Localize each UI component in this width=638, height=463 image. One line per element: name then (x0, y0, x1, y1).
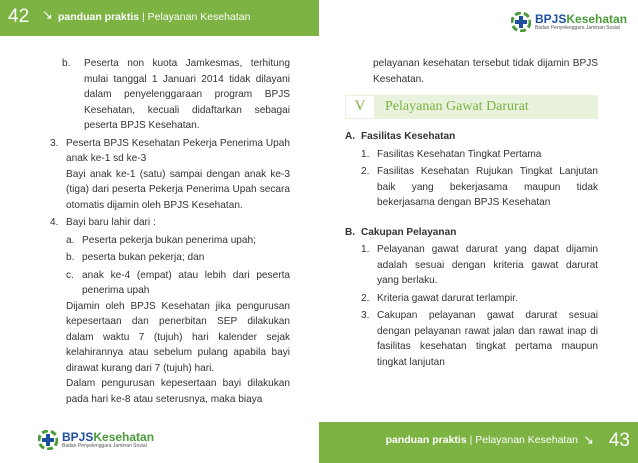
list-number: 1. (361, 244, 370, 255)
list-text: Pelayanan gawat darurat yang dapat dijamin adalah sesuai dengan kriteria gawat darurat yang berlaku. (377, 244, 598, 286)
logo-brand (62, 431, 154, 443)
footer-bold-text: panduan praktis (385, 434, 467, 446)
list-text: Peserta pekerja bukan penerima upah; (82, 234, 256, 246)
page-header (0, 0, 319, 36)
logo-tagline: Badan Penyelenggara Jaminan Sosial (62, 443, 147, 449)
page-number-right: 43 (608, 430, 630, 451)
list-number: b. (62, 58, 71, 69)
list-number: B. (345, 226, 356, 238)
sub-item-a (50, 233, 290, 249)
bpjs-logo-top (511, 12, 627, 32)
header-section: Pelayanan Kesehatan (147, 11, 251, 23)
page-footer (319, 422, 638, 463)
paragraph-pengurusan: Dalam pengurusan kepesertaan bayi dilakukan pada hari ke-8 atau seterusnya, maka biaya (66, 378, 290, 405)
list-item-a2 (345, 164, 598, 211)
list-number: 4. (50, 217, 59, 228)
footer-separator: | (466, 434, 476, 446)
list-number: 2. (361, 166, 370, 177)
paragraph-item3: Bayi anak ke-1 (satu) sampai dengan anak ke-3 (tiga) dari peserta Pekerja Penerima Upah secara otomatis dijamin oleh BPJS Kesehatan. (66, 168, 290, 211)
heading-text: Fasilitas Kesehatan (361, 131, 456, 142)
list-item-b2 (345, 291, 598, 307)
list-text: Cakupan pelayanan gawat darurat sesuai dengan pelayanan rawat jalan dan rawat inap di fasilitas kesehatan tingkat pertama maupun tingkat lanjutan (377, 310, 598, 368)
list-text: Fasilitas Kesehatan Rujukan Tingkat Lanjutan baik yang bekerjasama maupun tidak bekerjasama dengan BPJS Kesehatan (377, 166, 598, 208)
logo-brand-b: Kesehatan (93, 430, 155, 444)
list-item-b3 (345, 308, 598, 370)
right-column (345, 56, 598, 370)
bpjs-logo-icon (38, 430, 58, 450)
list-number: c. (66, 269, 74, 281)
logo-brand (535, 13, 627, 25)
list-item-4 (50, 215, 290, 231)
subsection-a-heading (345, 129, 598, 145)
list-item-3 (50, 136, 290, 167)
list-text: Bayi baru lahir dari : (66, 217, 156, 228)
list-number: 1. (361, 148, 370, 160)
list-item-b (50, 56, 290, 134)
logo-tagline: Badan Penyelenggara Jaminan Sosial (535, 25, 620, 31)
page-number-left: 42 (8, 6, 30, 27)
arrow-icon: ↘ (583, 433, 594, 448)
section-title: Pelayanan Gawat Darurat (385, 99, 529, 115)
logo-brand-a: BPJS (62, 430, 94, 444)
header-title (58, 11, 250, 23)
list-number: 3. (50, 137, 59, 149)
list-number: A. (345, 131, 356, 142)
list-text: Fasilitas Kesehatan Tingkat Pertama (377, 148, 542, 160)
list-text: anak ke-4 (empat) atau lebih dari peserta penerima upah (82, 269, 290, 296)
paragraph-continued: pelayanan kesehatan tersebut tidak dijamin BPJS Kesehatan. (373, 58, 598, 85)
logo-brand-a: BPJS (535, 12, 567, 26)
list-number: 2. (361, 292, 370, 304)
list-number: a. (66, 234, 75, 246)
bpjs-logo-icon (511, 12, 531, 32)
bpjs-logo-bottom (38, 430, 154, 450)
subsection-b-heading (345, 225, 598, 241)
list-text: Peserta BPJS Kesehatan Pekerja Penerima Upah anak ke-1 sd ke-3 (66, 137, 290, 164)
arrow-icon: ↘ (42, 8, 53, 23)
header-separator: | (139, 11, 148, 23)
header-bold-text: panduan praktis (58, 11, 140, 23)
list-number: 3. (361, 310, 370, 321)
list-text: Peserta non kuota Jamkesmas, terhitung mulai tanggal 1 Januari 2014 tidak dilayani dalam penyelenggaraan program BPJS Kesehatan, kecuali didaftarkan sebagai peserta BPJS Kesehatan. (84, 58, 290, 131)
logo-brand-b: Kesehatan (566, 12, 628, 26)
footer-title (386, 434, 578, 446)
list-number: b. (66, 252, 75, 263)
list-text: Kriteria gawat darurat terlampir. (377, 292, 518, 304)
list-item-a1 (345, 147, 598, 163)
left-column (50, 56, 290, 407)
footer-section: Pelayanan Kesehatan (475, 434, 578, 446)
list-text: peserta bukan pekerja; dan (82, 252, 205, 263)
sub-item-c (50, 268, 290, 299)
section-number: V (345, 95, 375, 119)
sub-item-b (50, 250, 290, 266)
list-item-b1 (345, 242, 598, 289)
section-header (345, 95, 598, 119)
paragraph-dijamin: Dijamin oleh BPJS Kesehatan jika pengurusan kepesertaan dan penerbitan SEP dilakukan dalam waktu 7 (tujuh) hari kalender sejak kelahirannya atau sebelum pulang apabila bayi dirawat kurang dari 7 (tujuh) hari. (66, 300, 290, 374)
heading-text: Cakupan Pelayanan (361, 226, 457, 238)
